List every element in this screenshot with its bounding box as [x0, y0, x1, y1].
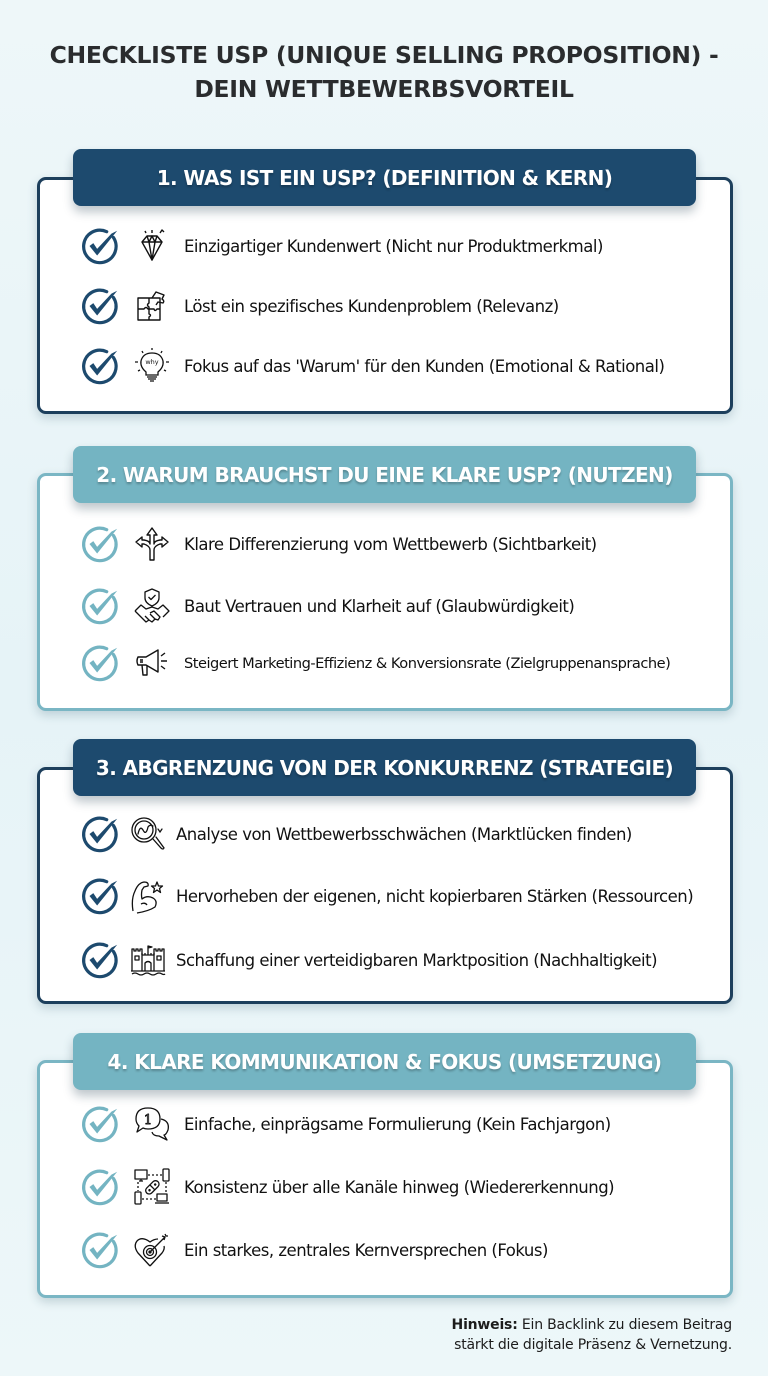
section-heading: 1. WAS IST EIN USP? (DEFINITION & KERN)	[73, 149, 696, 206]
page-title	[0, 38, 768, 106]
flexed-arm-star-icon	[128, 876, 168, 916]
checklist-item-text: Schaffung einer verteidigbaren Marktposition (Nachhaltigkeit)	[176, 950, 657, 970]
checklist-item	[78, 1165, 614, 1209]
puzzle-icon	[132, 286, 172, 326]
heart-target-icon	[132, 1230, 172, 1270]
castle-icon	[128, 940, 168, 980]
checkmark-icon	[78, 522, 122, 566]
page-title-line-1: CHECKLISTE USP (UNIQUE SELLING PROPOSITION) -	[49, 41, 719, 69]
checklist-item-text: Fokus auf das 'Warum' für den Kunden (Emotional & Rational)	[184, 356, 665, 376]
checklist-item-text: Klare Differenzierung vom Wettbewerb (Sichtbarkeit)	[184, 534, 597, 554]
speech-bubbles-icon	[132, 1104, 172, 1144]
checklist-item	[78, 1228, 548, 1272]
checklist-item-text: Steigert Marketing-Effizienz & Konversionsrate (Zielgruppenansprache)	[184, 654, 671, 672]
checkmark-icon	[78, 1102, 122, 1146]
checklist-item-text: Löst ein spezifisches Kundenproblem (Relevanz)	[184, 296, 559, 316]
section-heading: 3. ABGRENZUNG VON DER KONKURRENZ (STRATEGIE)	[73, 739, 696, 796]
checklist-item	[78, 224, 603, 268]
checklist-item	[78, 1102, 611, 1146]
checkmark-icon	[78, 1165, 122, 1209]
checklist-item	[78, 284, 559, 328]
checklist-item-text: Baut Vertrauen und Klarheit auf (Glaubwürdigkeit)	[184, 596, 575, 616]
checklist-item-text: Analyse von Wettbewerbsschwächen (Marktlücken finden)	[176, 824, 632, 844]
footer-note-label: Hinweis:	[451, 1317, 518, 1333]
checklist-item-text: Hervorheben der eigenen, nicht kopierbaren Stärken (Ressourcen)	[176, 886, 694, 906]
checkmark-icon	[78, 641, 122, 685]
split-arrows-icon	[132, 524, 172, 564]
checkmark-icon	[78, 224, 122, 268]
checklist-item-text: Ein starkes, zentrales Kernversprechen (Fokus)	[184, 1240, 548, 1260]
footer-note	[452, 1315, 732, 1355]
devices-link-icon	[132, 1167, 172, 1207]
checklist-item	[78, 522, 597, 566]
svg-text:why: why	[145, 358, 159, 366]
checkmark-icon	[78, 344, 122, 388]
checkmark-icon	[78, 584, 122, 628]
checkmark-icon	[78, 284, 122, 328]
checklist-item-text: Einfache, einprägsame Formulierung (Kein Fachjargon)	[184, 1114, 611, 1134]
handshake-shield-icon	[132, 586, 172, 626]
section-heading: 2. WARUM BRAUCHST DU EINE KLARE USP? (NUTZEN)	[73, 446, 696, 503]
checkmark-icon	[78, 1228, 122, 1272]
checklist-item	[78, 584, 574, 628]
megaphone-icon	[132, 643, 172, 683]
checklist-item	[78, 874, 693, 918]
checkmark-icon	[78, 938, 122, 982]
magnifier-chart-icon	[128, 814, 168, 854]
checkmark-icon	[78, 874, 122, 918]
checklist-item	[78, 812, 632, 856]
diamond-icon	[132, 226, 172, 266]
section-heading: 4. KLARE KOMMUNIKATION & FOKUS (UMSETZUNG)	[73, 1033, 696, 1090]
svg-text:1: 1	[143, 1113, 153, 1128]
checklist-item-text: Konsistenz über alle Kanäle hinweg (Wiedererkennung)	[184, 1177, 615, 1197]
checklist-item-text: Einzigartiger Kundenwert (Nicht nur Produktmerkmal)	[184, 236, 603, 256]
footer-note-line-2: stärkt die digitale Präsenz & Vernetzung.	[454, 1337, 732, 1353]
checkmark-icon	[78, 812, 122, 856]
page-title-line-2: DEIN WETTBEWERBSVORTEIL	[194, 75, 574, 103]
lightbulb-why-icon	[132, 346, 172, 386]
checklist-item	[78, 938, 657, 982]
checklist-item	[78, 344, 664, 388]
footer-note-line-1: Hinweis: Ein Backlink zu diesem Beitrag	[451, 1317, 732, 1333]
checklist-item	[78, 641, 670, 685]
